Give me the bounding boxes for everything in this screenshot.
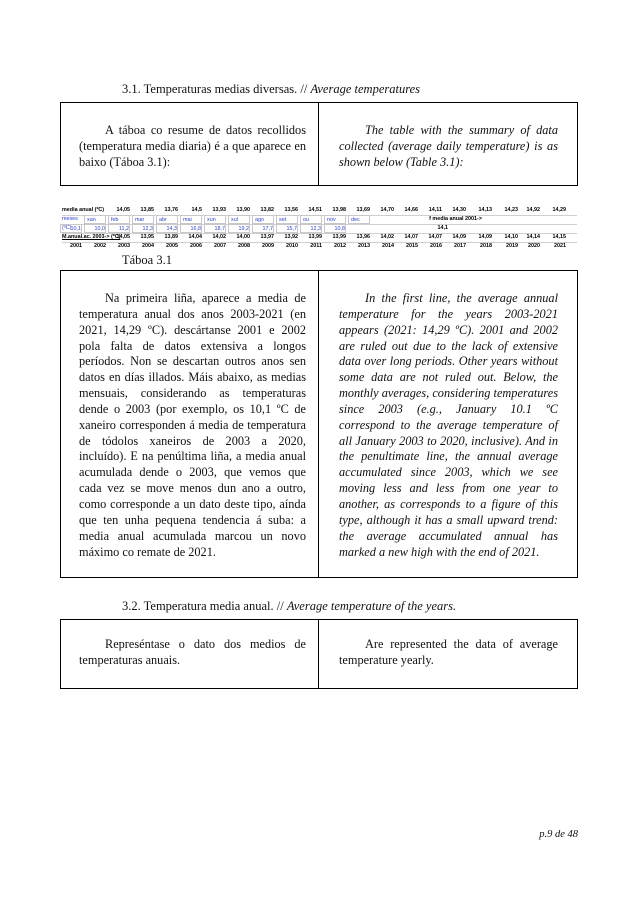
monthly-value-cell: 19,2	[228, 224, 250, 233]
table-cell: 14,02	[380, 234, 394, 240]
table-cell: 2018	[480, 243, 492, 249]
table-cell: 14,30	[452, 207, 466, 213]
table-cell: 14,07	[404, 234, 418, 240]
month-cell: feb	[108, 215, 130, 224]
section-heading-3-2	[122, 599, 456, 614]
table-cell: 2014	[382, 243, 394, 249]
table-cell: 2006	[190, 243, 202, 249]
month-cell: dec	[348, 215, 370, 224]
table-cell: 14,5	[191, 207, 202, 213]
table-cell: 2015	[406, 243, 418, 249]
table-cell: 2008	[238, 243, 250, 249]
row-note: 14,1	[437, 225, 448, 231]
section2-text-gl: Represéntase o dato dos medios de temperaturas anuais.	[79, 637, 306, 667]
monthly-value-cell: 10,8	[324, 224, 346, 233]
table-cell: 13,92	[284, 234, 298, 240]
table-cell: 13,95	[140, 234, 154, 240]
section2-box	[60, 619, 578, 689]
table-cell: 2013	[358, 243, 370, 249]
table-cell: 14,02	[212, 234, 226, 240]
monthly-value-cell: 16,8	[180, 224, 202, 233]
table-cell: 14,23	[504, 207, 518, 213]
table-cell: 14,09	[452, 234, 466, 240]
table-cell: 2017	[454, 243, 466, 249]
month-cell: xul	[228, 215, 250, 224]
row-annual-mean	[62, 206, 577, 215]
intro-box	[60, 102, 578, 186]
section-heading-3-1	[122, 82, 420, 97]
monthly-value-cell: 14,3	[156, 224, 178, 233]
monthly-value-cell: 17,7	[252, 224, 274, 233]
monthly-value-cell: 18,7	[204, 224, 226, 233]
monthly-value-cell: 12,3	[132, 224, 154, 233]
month-cell: xan	[84, 215, 106, 224]
table-cell: 2011	[310, 243, 322, 249]
row-years	[62, 242, 577, 251]
table-cell: 2009	[262, 243, 274, 249]
row-label: (ºC)	[62, 225, 72, 231]
table-cell: 14,05	[116, 234, 130, 240]
month-cell: ago	[252, 215, 274, 224]
table-cell: 13,96	[356, 234, 370, 240]
table-cell: 13,89	[164, 234, 178, 240]
section2-text-en: Are represented the data of average temperature yearly.	[339, 637, 558, 667]
table-cell: 2001	[70, 243, 82, 249]
table-cell: 13,90	[236, 207, 250, 213]
table-cell: 14,00	[236, 234, 250, 240]
page-number: p.9 de 48	[539, 829, 578, 840]
description-text-en: In the first line, the average annual temperature for the years 2003-2021 appears (2021: 14,29 ºC). 2001 and 2002 are ruled out due to the lack of extensive data over long periods. Other years without some data are not ruled out. Below, the monthly averages, considering temperatures since 2003 (e.g., January 10.1 ºC correspond to the average temperature of all January 2003 to 2020, inclusive). And in the penultimate line, the annual average accumulated since 2003, which we see moving less and less from one year to another, as corresponds to a figure of this type, although it has a small upward trend: the average accumulated annual has marked a new high with the end of 2021.	[339, 291, 558, 559]
description-box	[60, 270, 578, 578]
table-cell: 14,04	[188, 234, 202, 240]
section2-cell-en	[319, 620, 577, 688]
table-cell: 2019	[506, 243, 518, 249]
month-cell: nov	[324, 215, 346, 224]
table-cell: 14,05	[116, 207, 130, 213]
table-cell: 14,51	[308, 207, 322, 213]
data-table-3-1	[62, 206, 577, 251]
table-cell: 14,15	[552, 234, 566, 240]
month-cell: abr	[156, 215, 178, 224]
intro-text-en: The table with the summary of data collected (average daily temperature) is as shown below (Table 3.1):	[339, 123, 558, 169]
monthly-value-cell: 12,3	[300, 224, 322, 233]
table-cell: 13,97	[260, 234, 274, 240]
month-cell: ou	[300, 215, 322, 224]
table-cell: 13,85	[140, 207, 154, 213]
month-cell: mai	[180, 215, 202, 224]
table-caption: Táboa 3.1	[122, 253, 172, 267]
section-title-gl: 3.1. Temperaturas medias diversas. //	[122, 82, 311, 96]
monthly-value-cell: 10,0	[84, 224, 106, 233]
table-cell: 14,10	[504, 234, 518, 240]
row-label: media anual (ºC)	[62, 207, 105, 213]
intro-cell-en	[319, 103, 577, 185]
table-cell: 13,93	[212, 207, 226, 213]
table-cell: 14,14	[526, 234, 540, 240]
table-cell: 14,09	[478, 234, 492, 240]
table-cell: 2007	[214, 243, 226, 249]
month-cell: set	[276, 215, 298, 224]
table-cell: 14,07	[428, 234, 442, 240]
row-months	[62, 215, 577, 224]
section-title-gl: 3.2. Temperatura media anual. //	[122, 599, 287, 613]
table-cell: 2004	[142, 243, 154, 249]
row-monthly-values	[62, 224, 577, 233]
month-cell: xun	[204, 215, 226, 224]
description-cell-en	[319, 271, 577, 577]
table-cell: 13,56	[284, 207, 298, 213]
table-cell: 2002	[94, 243, 106, 249]
table-cell: 2005	[166, 243, 178, 249]
table-cell: 14,70	[380, 207, 394, 213]
table-cell: 14,11	[428, 207, 442, 213]
intro-text-gl: A táboa co resume de datos recollidos (temperatura media diaria) é a que aparece en baixo (Táboa 3.1):	[79, 123, 306, 169]
monthly-value-cell: 15,7	[276, 224, 298, 233]
table-cell: 2016	[430, 243, 442, 249]
table-cell: 2010	[286, 243, 298, 249]
table-cell: 13,82	[260, 207, 274, 213]
description-cell-gl	[61, 271, 319, 577]
table-cell: 2020	[528, 243, 540, 249]
table-cell: 13,69	[356, 207, 370, 213]
month-cell: mar	[132, 215, 154, 224]
table-cell: 13,76	[164, 207, 178, 213]
table-cell: 2003	[118, 243, 130, 249]
table-cell: 14,92	[526, 207, 540, 213]
row-accumulated-mean	[62, 233, 577, 242]
section-title-en: Average temperature of the years.	[286, 599, 457, 613]
table-cell: 2021	[554, 243, 566, 249]
table-cell: 2012	[334, 243, 346, 249]
table-cell: 14,29	[552, 207, 566, 213]
table-cell: 14,13	[478, 207, 492, 213]
row-note: f media anual 2001->	[429, 216, 482, 222]
description-text-gl: Na primeira liña, aparece a media de temperatura anual dos anos 2003-2021 (en 2021, 14,29 ºC). descártanse 2001 e 2002 pola falta de datos extensiva a longos períodos. Non se descartan outros anos sen datos en días illados. Máis abaixo, as medias mensuais, considerando as temperaturas dende o 2003 (por exemplo, os 10,1 ºC de xaneiro corresponden á media de temperatura de tódolos xaneiros de 2003 a 2020, incluído). E na penúltima liña, a media anual acumulada dende o 2003, que vemos que cada vez se move menos dun ano a outro, como corresponde a un dato deste tipo, aínda que ten unha pequena tendencia á suba: a media anual acumulada marcou un novo máximo co remate de 2021.	[79, 291, 306, 559]
monthly-value-cell: 10,1	[60, 224, 82, 233]
monthly-value-cell: 11,2	[108, 224, 130, 233]
table-cell: 14,66	[404, 207, 418, 213]
intro-cell-gl	[61, 103, 319, 185]
table-cell: 13,99	[308, 234, 322, 240]
row-label: M.anual.ac. 2003-> (ºC)	[62, 234, 121, 240]
section2-cell-gl	[61, 620, 319, 688]
table-cell: 13,99	[332, 234, 346, 240]
section-title-en: Average temperatures	[310, 82, 421, 96]
row-label: meses	[62, 216, 78, 222]
table-cell: 13,98	[332, 207, 346, 213]
